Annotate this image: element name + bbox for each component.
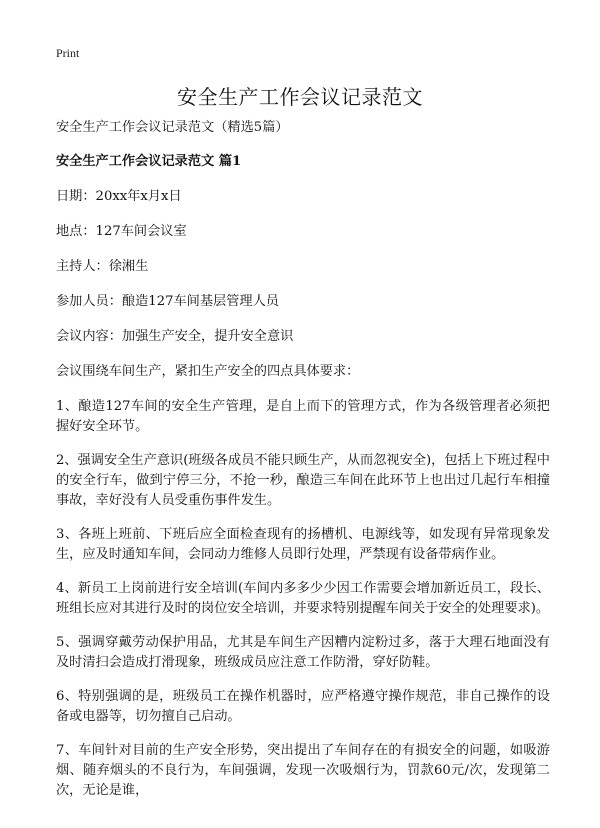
list-item: 3、各班上班前、下班后应全面检查现有的扬槽机、电源线等，如发现有异常现象发生，应及时通知车间，会同动力维修人员即行处理，严禁现有设备带病作业。 xyxy=(56,527,550,562)
meta-date: 日期：20xx年x月x日 xyxy=(56,189,182,204)
list-item: 4、新员工上岗前进行安全培训(车间内多多少少因工作需要会增加新近员工，段长、班组长应对其进行及时的岗位安全培训，并要求特别提醒车间关于安全的处理要求)。 xyxy=(56,581,550,616)
list-item: 1、酿造127车间的安全生产管理，是自上而下的管理方式，作为各级管理者必须把握好安全环节。 xyxy=(56,399,550,434)
meta-content: 会议内容：加强生产安全，提升安全意识 xyxy=(56,329,294,344)
list-item: 7、车间针对目前的生产安全形势，突出提出了车间存在的有损安全的问题，如吸游烟、随弃烟头的不良行为，车间强调，发现一次吸烟行为，罚款60元/次，发现第二次，无论是谁， xyxy=(56,743,550,798)
meta-location: 地点：127车间会议室 xyxy=(56,224,187,239)
meta-host: 主持人：徐湘生 xyxy=(56,259,149,274)
list-item: 2、强调安全生产意识(班级各成员不能只顾生产，从而忽视安全)，包括上下班过程中的安全行车，做到宁停三分，不抢一秒，酿造三车间在此环节上也出过几起行车相撞事故，幸好没有人员受重伤事件发生。 xyxy=(56,453,550,508)
meta-attendees: 参加人员：酿造127车间基层管理人员 xyxy=(56,294,279,309)
list-item: 6、特别强调的是，班级员工在操作机器时，应严格遵守操作规范，非自己操作的设备或电器等，切勿擅自己启动。 xyxy=(56,689,550,724)
document-body xyxy=(56,118,550,815)
section-heading: 安全生产工作会议记录范文 篇1 xyxy=(56,154,242,169)
document-title: 安全生产工作会议记录范文 xyxy=(177,85,423,109)
intro-paragraph: 会议围绕车间生产，紧扣生产安全的四点具体要求： xyxy=(56,364,360,379)
document-subtitle: 安全生产工作会议记录范文（精选5篇） xyxy=(56,120,289,135)
print-label: Print xyxy=(56,46,80,60)
list-item: 5、强调穿戴劳动保护用品，尤其是车间生产因糟内淀粉过多，落于大理石地面没有及时清扫会造成打滑现象，班级成员应注意工作防滑，穿好防鞋。 xyxy=(56,635,550,670)
